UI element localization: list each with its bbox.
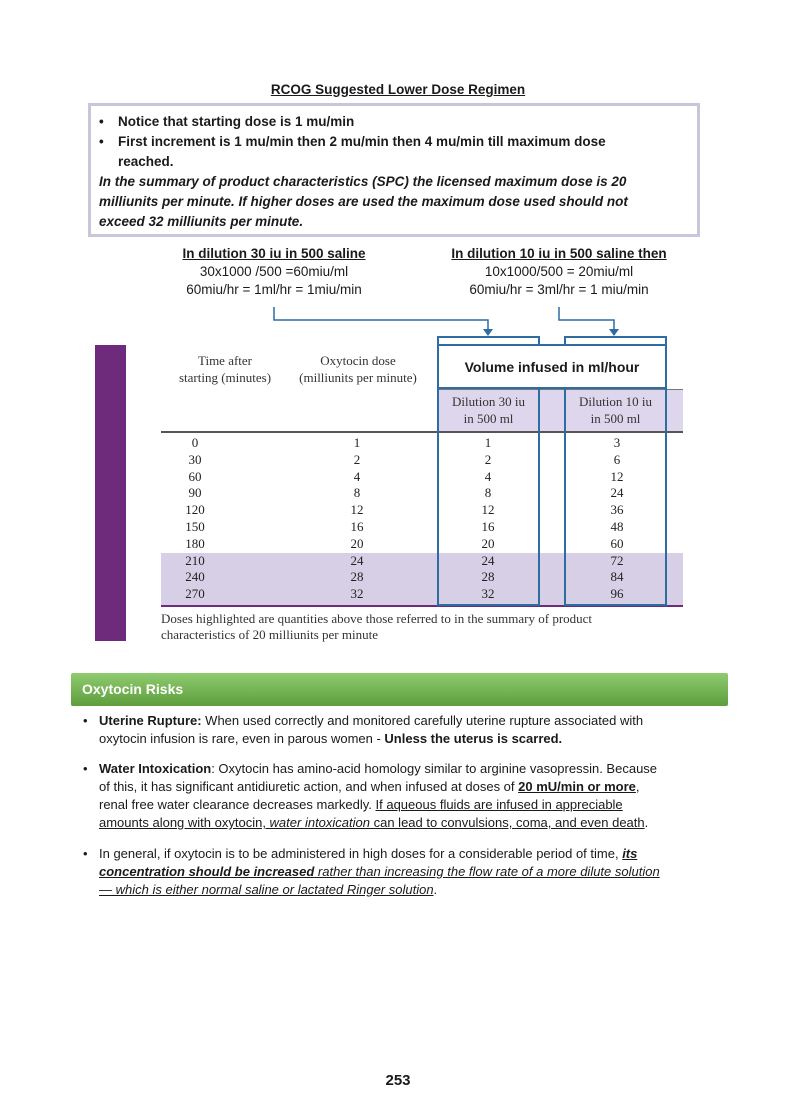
table-note-l1: Doses highlighted are quantities above those referred to in the summary of product [161, 611, 593, 626]
col-header-dil30 [437, 393, 540, 427]
table-note-l2: characteristics of 20 milliunits per minute [161, 627, 378, 642]
table-cell: 24 [610, 485, 624, 501]
arrow-left-head [483, 329, 493, 336]
table-cell: 90 [188, 485, 202, 501]
table-cell: 12 [610, 468, 624, 484]
table-cell: 8 [484, 485, 492, 501]
table-cell: 24 [481, 552, 495, 568]
table-cell: 96 [610, 586, 624, 602]
col-header-dil30-l1: Dilution 30 iu [452, 394, 525, 409]
spc-line-2: milliunits per minute. If higher doses are used the maximum dose used should not [99, 194, 628, 209]
table-cell: 28 [481, 569, 495, 585]
table-cell: 0 [191, 435, 199, 450]
risks-header: Oxytocin Risks [82, 681, 184, 697]
risk-emphasis: Unless the uterus is scarred. [384, 731, 563, 746]
risk-underline: can lead to convulsions, coma, and even death [370, 815, 645, 830]
bullet-marker: • [83, 713, 88, 728]
col-header-dil10 [564, 393, 667, 427]
risk-emphasis: its [622, 846, 638, 861]
risk-text: When used correctly and monitored carefully uterine rupture associated with [201, 713, 644, 728]
table-cell: 20 [350, 535, 364, 551]
dilution-left-heading: In dilution 30 iu in 500 saline [182, 246, 366, 261]
arrow-right [559, 307, 614, 330]
risk-text: , [635, 779, 640, 794]
table-cell: 72 [610, 552, 624, 568]
table-cell: 60 [188, 468, 202, 484]
bullet-marker: • [83, 761, 88, 776]
risk-text: In general, if oxytocin is to be administered in high doses for a considerable period of time, [99, 846, 623, 861]
table-cell: 6 [613, 451, 621, 467]
risk-label: Water Intoxication [99, 761, 212, 776]
table-cell: 2 [484, 451, 492, 467]
col-header-time-l2: starting (minutes) [178, 370, 272, 385]
risk-text: . [433, 882, 438, 897]
table-cell: 60 [610, 535, 624, 551]
table-cell: 4 [353, 468, 361, 484]
risk-underline: If aqueous fluids are infused in appreciable [375, 797, 623, 812]
bullet-marker: • [99, 134, 104, 149]
col-header-time-l1: Time after [197, 353, 253, 368]
risk-label: Uterine Rupture: [99, 713, 202, 728]
table-cell: 8 [353, 485, 361, 501]
risk-italic: water intoxication [269, 815, 370, 830]
summary-bullet-2-line1: First increment is 1 mu/min then 2 mu/min then 4 mu/min till maximum dose [118, 134, 606, 149]
table-cell: 120 [185, 502, 205, 518]
table-cell: 16 [481, 519, 495, 534]
arrow-right-head [609, 329, 619, 336]
table-cell: 1 [484, 435, 492, 450]
risk-text: . [644, 815, 649, 830]
table-cell: 48 [610, 519, 624, 534]
table-cell: 12 [350, 502, 364, 518]
table-cell: 32 [350, 586, 364, 602]
col-header-dil30-l2: in 500 ml [463, 411, 514, 426]
table-cell: 1 [353, 435, 361, 450]
col-header-dose-l1: Oxytocin dose [320, 353, 396, 368]
table-cell: 28 [350, 569, 364, 585]
table-cell: 84 [610, 569, 624, 585]
table-cell: 20 [481, 535, 495, 551]
volume-infused-header: Volume infused in ml/hour [437, 344, 667, 389]
dilution-left-line1: 30x1000 /500 =60miu/ml [199, 264, 349, 279]
risk-uterine-rupture [99, 712, 729, 748]
risk-text: oxytocin infusion is rare, even in parous women - [99, 731, 385, 746]
dilution-right-line2: 60miu/hr = 3ml/hr = 1 miu/min [469, 282, 649, 297]
table-cell: 3 [613, 435, 621, 450]
summary-bullet-1: Notice that starting dose is 1 mu/min [118, 114, 355, 129]
summary-bullet-2-line2: reached. [118, 154, 174, 169]
page-title: RCOG Suggested Lower Dose Regimen [270, 82, 526, 97]
spc-line-1: In the summary of product characteristics (SPC) the licensed maximum dose is 20 [99, 174, 627, 189]
risk-italic: rather than increasing the flow rate of a more dilute solution [314, 864, 660, 879]
dilution-left-line2: 60miu/hr = 1ml/hr = 1miu/min [186, 282, 362, 297]
spc-line-3: exceed 32 milliunits per minute. [99, 214, 304, 229]
table-cell: 4 [484, 468, 492, 484]
table-cell: 32 [481, 586, 495, 602]
risk-emphasis: concentration should be increased [99, 864, 315, 879]
table-cell: 16 [350, 519, 364, 534]
risk-emphasis: 20 mU/min or more [518, 779, 636, 794]
table-cell: 180 [185, 535, 205, 551]
dilution-right-line1: 10x1000/500 = 20miu/ml [484, 264, 634, 279]
risk-underline: amounts along with oxytocin, [99, 815, 270, 830]
col-header-dose [283, 352, 433, 386]
col-header-dil10-l2: in 500 ml [590, 411, 641, 426]
risk-text: : Oxytocin has amino-acid homology similar to arginine vasopressin. Because [211, 761, 658, 776]
table-cell: 24 [350, 552, 364, 568]
risk-water-intoxication [99, 760, 729, 832]
connector-arrows [0, 0, 796, 345]
risk-text: of this, it has significant antidiuretic action, and when infused at doses of [99, 779, 519, 794]
table-cell: 12 [481, 502, 495, 518]
dilution-right-heading: In dilution 10 iu in 500 saline then [451, 246, 667, 261]
table-cell: 150 [185, 519, 205, 534]
bullet-marker: • [83, 846, 88, 861]
table-cell: 210 [185, 552, 205, 568]
col-header-dil10-l1: Dilution 10 iu [579, 394, 652, 409]
table-cell: 240 [185, 569, 205, 585]
risk-general [99, 845, 729, 899]
table-note [161, 611, 683, 643]
col-header-dose-l2: (milliunits per minute) [299, 370, 417, 385]
risk-italic: — which is either normal saline or lactated Ringer solution [99, 882, 434, 897]
table-cell: 270 [185, 586, 205, 602]
table-cell: 30 [188, 451, 202, 467]
col-header-time [160, 352, 290, 386]
page-number: 253 [385, 1072, 411, 1089]
table-cell: 36 [610, 502, 624, 518]
table-cell: 2 [353, 451, 361, 467]
bullet-marker: • [99, 114, 104, 129]
risk-text: renal free water clearance decreases markedly. [99, 797, 376, 812]
arrow-left [274, 307, 488, 330]
purple-side-bar [95, 345, 126, 641]
